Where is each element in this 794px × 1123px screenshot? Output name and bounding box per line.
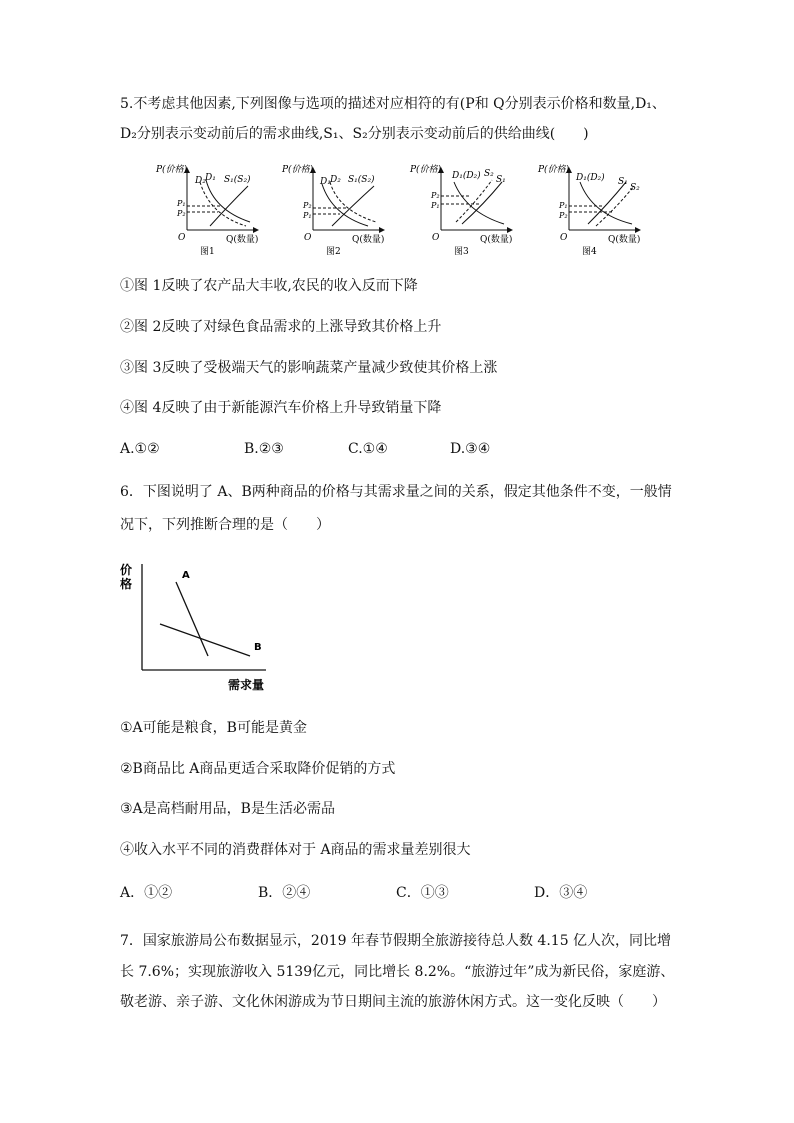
- q5-option-c[interactable]: C.①④: [348, 441, 388, 457]
- q6-option-d[interactable]: D．③④: [534, 885, 588, 901]
- q6-stem-line1: 6．下图说明了 A、B两种商品的价格与其需求量之间的关系，假定其他条件不变，一般情: [120, 484, 672, 500]
- q5-statement-3: ③图 3反映了受极端天气的影响蔬菜产量减少致使其价格上涨: [120, 360, 498, 376]
- fig3-curve-s1: S₁: [496, 175, 506, 185]
- fig4-caption: 图4: [582, 247, 597, 257]
- fig2-origin: O: [304, 233, 312, 243]
- fig3-x-axis: Q(数量): [480, 235, 513, 245]
- fig1-curve-d2: D₂: [195, 176, 206, 186]
- q6-statement-3: ③A是高档耐用品，B是生活必需品: [120, 801, 335, 817]
- q5-statement-2: ②图 2反映了对绿色食品需求的上涨导致其价格上升: [120, 319, 442, 335]
- q6-statement-2: ②B商品比 A商品更适合采取降价促销的方式: [120, 761, 396, 777]
- fig3-curve-s2: S₂: [484, 169, 494, 179]
- q6-line-a: [176, 582, 208, 656]
- q6-line-b: [160, 624, 250, 656]
- q6-label-b: B: [254, 642, 262, 653]
- fig1-curve-s: S₁(S₂): [224, 175, 251, 185]
- q5-statement-4: ④图 4反映了由于新能源汽车价格上升导致销量下降: [120, 400, 442, 416]
- fig4-price-p2: P₂: [559, 211, 568, 220]
- q6-statement-4: ④收入水平不同的消费群体对于 A商品的需求量差别很大: [120, 842, 471, 858]
- fig2-price-p2: P₂: [303, 201, 312, 210]
- fig3-origin: O: [432, 233, 440, 243]
- fig2-curve-s: S₁(S₂): [348, 175, 375, 185]
- fig4-y-axis: P(价格): [538, 165, 570, 175]
- fig1-x-axis: Q(数量): [226, 235, 259, 245]
- fig2-y-axis: P(价格): [282, 165, 314, 175]
- fig1-y-axis: P(价格): [156, 165, 188, 175]
- fig4-curve-d: D₁(D₂): [576, 173, 605, 183]
- fig2-curve-d1: D₁: [320, 177, 331, 187]
- fig3-caption: 图3: [454, 247, 469, 257]
- fig4-origin: O: [560, 233, 568, 243]
- fig1-caption: 图1: [200, 247, 215, 257]
- q7-stem-line3: 敬老游、亲子游、文化休闲游成为节日期间主流的旅游休闲方式。这一变化反映（ ）: [120, 994, 666, 1010]
- q5-stem-line2: D₂分别表示变动前后的需求曲线,S₁、S₂分别表示变动前后的供给曲线( ): [120, 126, 589, 142]
- fig2-price-p1: P₁: [303, 211, 312, 220]
- fig1-curve-d1: D₁: [205, 173, 216, 183]
- q5-figure-4: [532, 160, 652, 260]
- q5-figure-3: [404, 160, 524, 260]
- fig2-curve-d2: D₂: [330, 175, 341, 185]
- fig4-price-p1: P₁: [559, 201, 568, 210]
- q7-stem-line1: 7．国家旅游局公布数据显示，2019 年春节假期全旅游接待总人数 4.15 亿人次，同比增: [120, 933, 672, 949]
- q5-figure-2: [276, 160, 396, 260]
- fig4-x-axis: Q(数量): [608, 235, 641, 245]
- q6-x-label: 需求量: [228, 678, 265, 692]
- q6-label-a: A: [182, 570, 190, 581]
- q6-y-label-2: 格: [120, 577, 133, 591]
- fig3-price-p1: P₁: [431, 201, 440, 210]
- fig3-curve-d: D₁(D₂): [452, 171, 481, 181]
- q6-stem-line2: 况下，下列推断合理的是（ ）: [120, 517, 330, 533]
- q6-chart: [116, 558, 276, 698]
- q5-statement-1: ①图 1反映了农产品大丰收,农民的收入反而下降: [120, 278, 418, 294]
- fig2-caption: 图2: [326, 247, 341, 257]
- q5-option-b[interactable]: B.②③: [244, 441, 284, 457]
- fig3-y-axis: P(价格): [410, 165, 442, 175]
- q6-y-label-1: 价: [120, 563, 133, 577]
- q6-option-c[interactable]: C．①③: [396, 885, 449, 901]
- q7-stem-line2: 长 7.6%；实现旅游收入 5139亿元，同比增长 8.2%。“旅游过年”成为新民俗，家庭游、: [120, 964, 675, 980]
- q5-stem-line1: 5.不考虑其他因素,下列图像与选项的描述对应相符的有(P和 Q分别表示价格和数量,D₁、: [120, 96, 666, 112]
- fig1-origin: O: [178, 233, 186, 243]
- fig1-price-p2: P₂: [177, 209, 186, 218]
- fig3-price-p2: P₂: [431, 191, 440, 200]
- q6-statement-1: ①A可能是粮食，B可能是黄金: [120, 720, 307, 736]
- q5-option-a[interactable]: A.①②: [120, 441, 160, 457]
- fig4-curve-s1: S₁: [618, 177, 628, 187]
- q5-option-d[interactable]: D.③④: [450, 441, 491, 457]
- q6-option-b[interactable]: B．②④: [258, 885, 311, 901]
- q6-option-a[interactable]: A．①②: [120, 885, 173, 901]
- fig4-curve-s2: S₂: [630, 183, 640, 193]
- fig1-price-p1: P₁: [177, 199, 186, 208]
- q5-figure-1: [150, 160, 270, 260]
- fig2-x-axis: Q(数量): [352, 235, 385, 245]
